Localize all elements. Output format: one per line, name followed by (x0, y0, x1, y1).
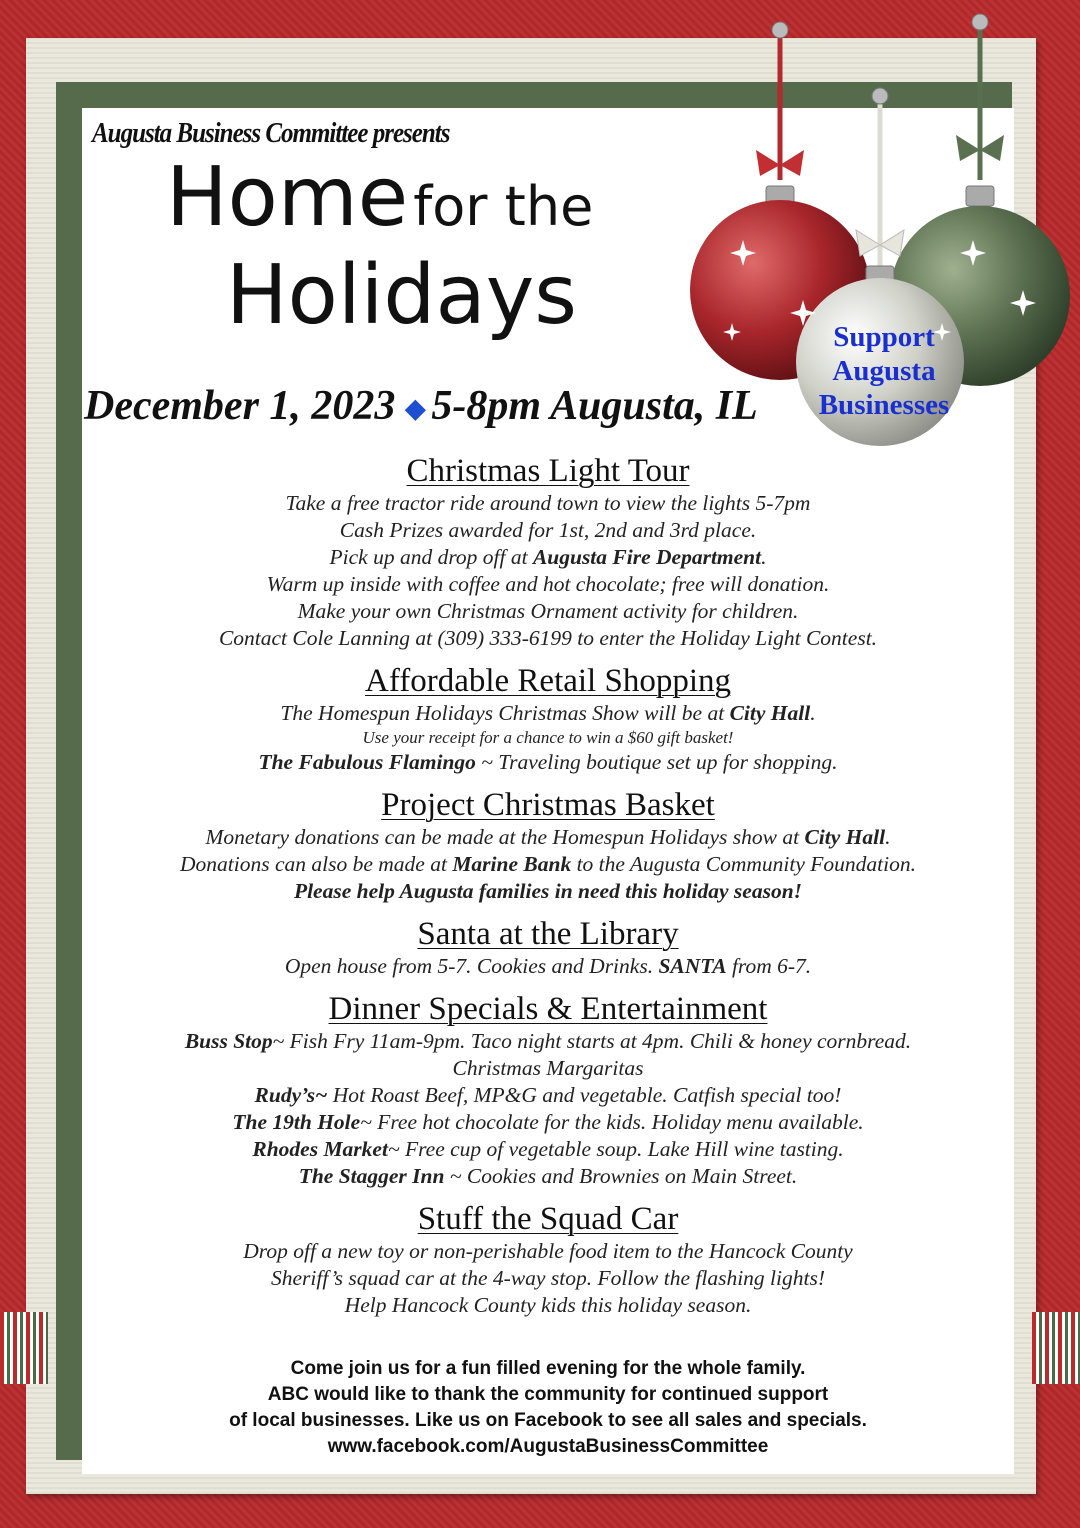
squad-line: Help Hancock County kids this holiday season. (344, 1293, 752, 1317)
title-for-the: for the (413, 175, 594, 238)
text-span: ~ Free hot chocolate for the kids. Holiday menu available. (360, 1110, 864, 1134)
text-span: Donations can also be made at (180, 852, 453, 876)
text-span: from 6-7. (726, 954, 812, 978)
section-title-squad-car: Stuff the Squad Car (417, 1201, 679, 1237)
text-span: ~ Fish Fry 11am-9pm. Taco night starts at 4pm. Chili & honey cornbread. (272, 1029, 912, 1053)
light-tour-line: Contact Cole Lanning at (309) 333-6199 to enter the Holiday Light Contest. (218, 626, 878, 650)
dinner-line (82, 1136, 1014, 1163)
squad-line: Sheriff’s squad car at the 4-way stop. Follow the flashing lights! (270, 1266, 825, 1290)
venue-name: Rudy’s~ (254, 1083, 328, 1107)
section-title-dinner: Dinner Specials & Entertainment (328, 991, 768, 1027)
footer-line: Come join us for a fun filled evening for the whole family. (290, 1358, 806, 1379)
fire-department-name: Augusta Fire Department (532, 545, 762, 569)
support-badge (804, 320, 964, 422)
city-hall-name: City Hall (804, 825, 886, 849)
venue-name: Buss Stop (184, 1029, 273, 1053)
candy-stripe-right (1032, 1312, 1080, 1384)
event-dateline (84, 382, 758, 430)
santa-line (82, 953, 1014, 980)
text-span: to the Augusta Community Foundation. (571, 852, 916, 876)
text-span: Monetary donations can be made at the Homespun Holidays show at (205, 825, 805, 849)
light-tour-line (82, 544, 1014, 571)
retail-line (82, 700, 1014, 727)
light-tour-line: Warm up inside with coffee and hot chocolate; free will donation. (266, 572, 830, 596)
text-span: ~ Traveling boutique set up for shopping. (475, 750, 838, 774)
venue-name: The 19th Hole (232, 1110, 361, 1134)
title-holidays: Holidays (226, 248, 577, 343)
text-span: ~ Free cup of vegetable soup. Lake Hill wine tasting. (387, 1137, 844, 1161)
diamond-icon: ◆ (405, 394, 426, 424)
text-span: Open house from 5-7. Cookies and Drinks. (284, 954, 659, 978)
basket-line (82, 851, 1014, 878)
dinner-line (82, 1163, 1014, 1190)
retail-line (82, 749, 1014, 776)
text-span: . (810, 701, 816, 725)
light-tour-line: Cash Prizes awarded for 1st, 2nd and 3rd place. (339, 518, 757, 542)
basket-line (82, 824, 1014, 851)
text-span: Hot Roast Beef, MP&G and vegetable. Catfish special too! (327, 1083, 842, 1107)
footer-line: of local businesses. Like us on Facebook to see all sales and specials. (229, 1410, 867, 1431)
venue-name: The Stagger Inn (298, 1164, 445, 1188)
section-title-retail: Affordable Retail Shopping (365, 663, 731, 699)
title-home: Home (166, 150, 409, 245)
text-span: . (761, 545, 767, 569)
footer-message (82, 1356, 1014, 1460)
title-line-1 (166, 150, 593, 245)
santa-word: SANTA (658, 954, 727, 978)
dinner-line (82, 1028, 1014, 1055)
dinner-line (82, 1109, 1014, 1136)
support-line-1: Support (833, 321, 935, 353)
light-tour-line: Make your own Christmas Ornament activity for children. (297, 599, 799, 623)
section-title-light-tour: Christmas Light Tour (406, 453, 690, 489)
marine-bank-name: Marine Bank (452, 852, 572, 876)
flamingo-name: The Fabulous Flamingo (258, 750, 476, 774)
retail-line: Use your receipt for a chance to win a $60 gift basket! (362, 728, 734, 747)
text-span: The Homespun Holidays Christmas Show will be at (280, 701, 730, 725)
dinner-line (82, 1082, 1014, 1109)
light-tour-line: Take a free tractor ride around town to view the lights 5-7pm (285, 491, 811, 515)
support-line-3: Businesses (818, 389, 950, 421)
presenter-line: Augusta Business Committee presents (92, 118, 450, 150)
squad-line: Drop off a new toy or non-perishable food item to the Hancock County (243, 1239, 853, 1263)
city-hall-name: City Hall (729, 701, 811, 725)
text-span: . (885, 825, 891, 849)
basket-appeal: Please help Augusta families in need this holiday season! (293, 879, 803, 903)
event-sections (82, 452, 1014, 1319)
text-span: ~ Cookies and Brownies on Main Street. (444, 1164, 798, 1188)
event-date: December 1, 2023 (84, 383, 396, 429)
footer-line: ABC would like to thank the community for continued support (267, 1384, 829, 1405)
basket-line (82, 878, 1014, 905)
venue-name: Rhodes Market (252, 1137, 388, 1161)
support-line-2: Augusta (832, 355, 936, 387)
facebook-url[interactable]: www.facebook.com/AugustaBusinessCommittee (327, 1436, 769, 1457)
event-time-place: 5-8pm Augusta, IL (431, 383, 758, 429)
section-title-santa: Santa at the Library (417, 916, 679, 952)
text-span: Pick up and drop off at (329, 545, 533, 569)
dinner-line: Christmas Margaritas (452, 1056, 644, 1080)
section-title-basket: Project Christmas Basket (381, 787, 715, 823)
candy-stripe-left (0, 1312, 48, 1384)
